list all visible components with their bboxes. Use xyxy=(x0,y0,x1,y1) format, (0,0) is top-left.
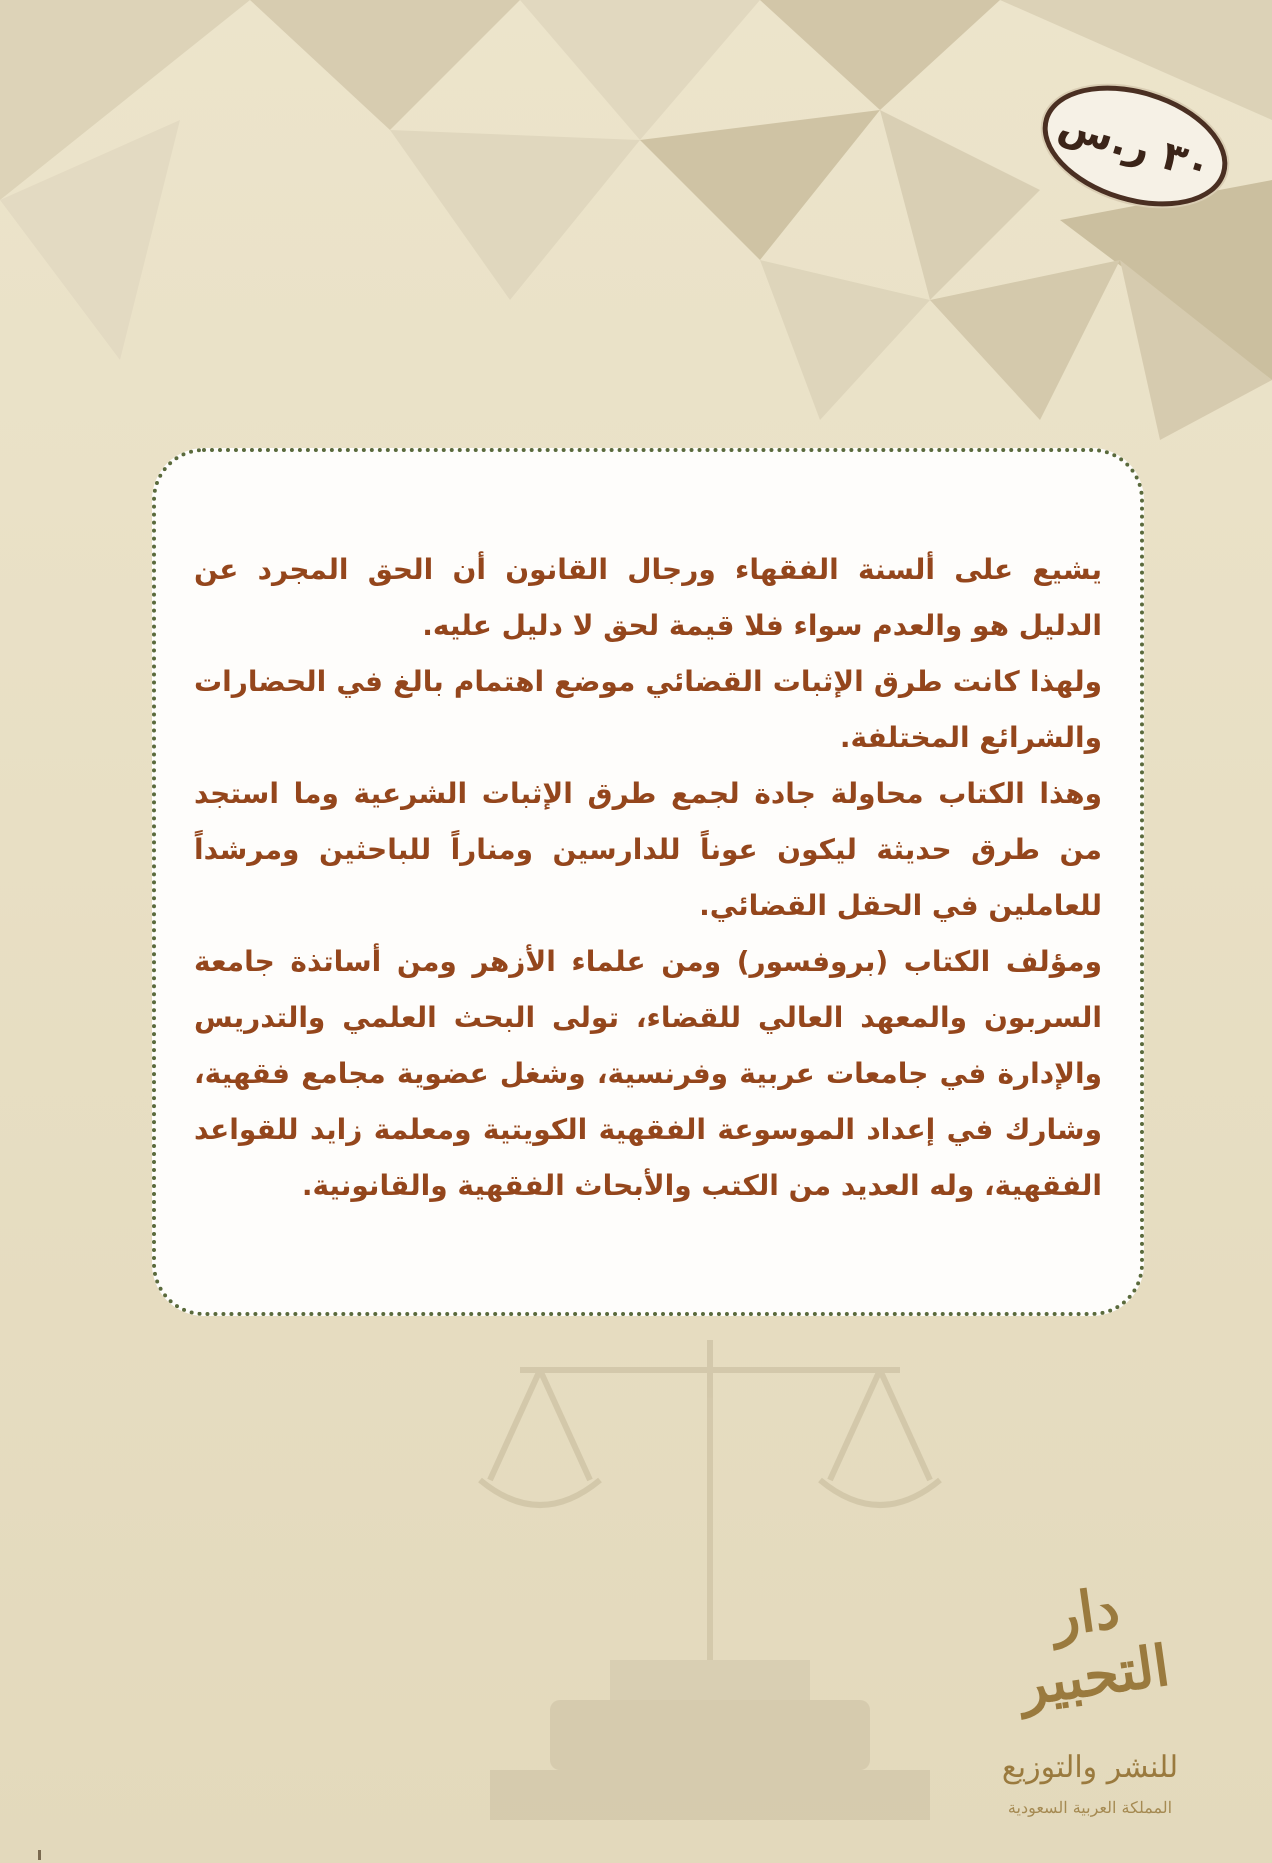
bg-triangle xyxy=(880,110,1040,300)
bg-triangle xyxy=(930,260,1120,420)
publisher-tagline: للنشر والتوزيع xyxy=(1001,1750,1179,1785)
publisher-name: دار التحبير xyxy=(1015,1574,1174,1719)
bg-triangle xyxy=(760,0,1000,110)
description-paragraph: وهذا الكتاب محاولة جادة لجمع طرق الإثبات الشرعية وما استجد من طرق حديثة ليكون عوناً للدارسين ومناراً للباحثين ومرشداً للعاملين في الحقل القضائي. xyxy=(194,777,1102,922)
publisher-country: المملكة العربية السعودية xyxy=(1007,1798,1173,1817)
bg-triangle xyxy=(520,0,760,140)
description-panel xyxy=(152,448,1144,1316)
bg-triangle xyxy=(250,0,520,130)
description-paragraph: ومؤلف الكتاب (بروفسور) ومن علماء الأزهر ومن أساتذة جامعة السربون والمعهد العالي للقضاء، تولى البحث العلمي والتدريس والإدارة في جامعات عربية وفرنسية، وشغل عضوية مجامع فقهية، وشارك في إعداد الموسوعة الفقهية الكويتية ومعلمة زايد للقواعد الفقهية، وله العديد من الكتب والأبحاث الفقهية والقانونية. xyxy=(194,945,1102,1202)
print-mark xyxy=(38,1850,41,1860)
description-text xyxy=(194,542,1102,1214)
bg-triangle xyxy=(640,110,880,260)
bg-triangle xyxy=(390,130,640,300)
publisher-logo xyxy=(980,1574,1200,1830)
description-paragraph: ولهذا كانت طرق الإثبات القضائي موضع اهتمام بالغ في الحضارات والشرائع المختلفة. xyxy=(194,665,1102,754)
scales-of-justice-icon xyxy=(430,1300,990,1820)
price-text: ٣٠ ر.س xyxy=(1053,101,1217,191)
description-paragraph: يشيع على ألسنة الفقهاء ورجال القانون أن الحق المجرد عن الدليل هو والعدم سواء فلا قيمة لحق لا دليل عليه. xyxy=(194,553,1102,642)
bg-triangle xyxy=(760,260,930,420)
